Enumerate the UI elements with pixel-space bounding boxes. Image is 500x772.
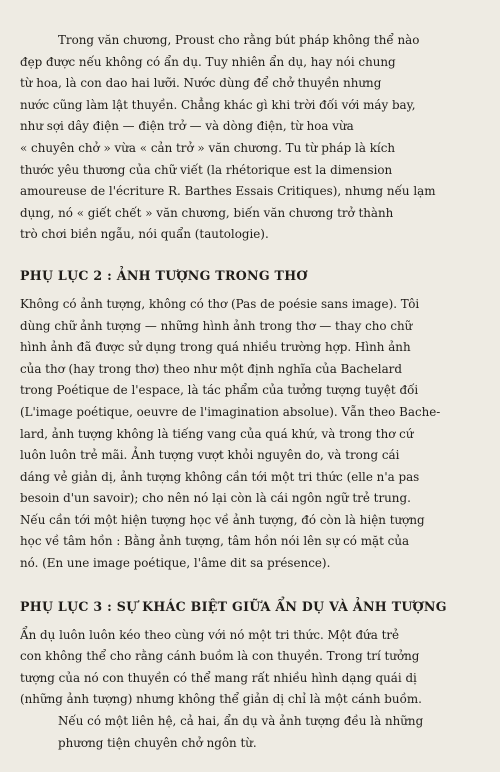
- text-line: tượng của nó con thuyền có thể mang rất nhiều hình dạng quái dị: [20, 670, 417, 685]
- text-line: Không có ảnh tượng, không có thơ (Pas de poésie sans image). Tôi: [20, 296, 420, 311]
- text-line: dụng, nó « giết chết » văn chương, biến văn chương trở thành: [20, 205, 394, 220]
- text-line: (L'image poétique, oeuvre de l'imagination absolue). Vẫn theo Bache-: [20, 404, 441, 419]
- text-line: besoin d'un savoir); cho nên nó lại còn là cái ngôn ngữ trẻ trung.: [20, 491, 411, 506]
- text-line: từ hoa, là con dao hai lưỡi. Nước dùng để chở thuyền nhưng: [20, 76, 382, 91]
- text-line: đẹp được nếu không có ẩn dụ. Tuy nhiên ẩn dụ, hay nói chung: [20, 54, 396, 69]
- text-line: amoureuse de l'écriture R. Barthes Essais Critiques), nhưng nếu lạm: [20, 184, 436, 199]
- appendix-3-paragraph-1: [20, 625, 484, 711]
- text-line: hình ảnh đã được sử dụng trong quá nhiều trường hợp. Hình ảnh: [20, 340, 411, 355]
- text-line: nó. (En une image poétique, l'âme dit sa présence).: [20, 556, 331, 571]
- appendix-2-paragraph: [20, 294, 484, 575]
- text-line: phương tiện chuyên chở ngôn từ.: [58, 735, 257, 750]
- text-line: dùng chữ ảnh tượng — những hình ảnh trong thơ — thay cho chữ: [20, 318, 413, 333]
- intro-paragraph: [20, 30, 484, 246]
- appendix-3-paragraph-2: [20, 711, 484, 754]
- text-line: luôn luôn trẻ mãi. Ảnh tượng vượt khỏi nguyên do, và trong cái: [20, 448, 400, 463]
- text-line: Trong văn chương, Proust cho rằng bút pháp không thể nào: [58, 33, 420, 47]
- text-line: học về tâm hồn : Bằng ảnh tượng, tâm hồn nói lên sự có mặt của: [20, 534, 410, 549]
- text-line: nước cũng làm lật thuyền. Chẳng khác gì khi trời đối với máy bay,: [20, 97, 416, 112]
- text-line: của thơ (hay trong thơ) theo như một định nghĩa của Bachelard: [20, 361, 402, 376]
- text-line: dáng vẻ giản dị, ảnh tượng không cần tới một tri thức (elle n'a pas: [20, 469, 420, 484]
- appendix-2-heading: PHỤ LỤC 2 : ẢNH TƯỢNG TRONG THƠ: [20, 267, 308, 283]
- text-line: thước yêu thương của chữ viết (la rhétorique est la dimension: [20, 162, 393, 177]
- text-line: Nếu cần tới một hiện tượng học về ảnh tượng, đó còn là hiện tượng: [20, 512, 425, 527]
- text-line: con không thể cho rằng cánh buồm là con thuyền. Trong trí tưởng: [20, 649, 420, 664]
- text-line: lard, ảnh tượng không là tiếng vang của quá khứ, và trong thơ cứ: [20, 426, 414, 441]
- text-line: trò chơi biền ngẫu, nói quẩn (tautologie).: [20, 227, 269, 242]
- text-line: trong Poétique de l'espace, là tác phẩm của tưởng tượng tuyệt đối: [20, 383, 419, 398]
- text-line: như sợi dây điện — điện trở — và dòng điện, từ hoa vừa: [20, 119, 354, 134]
- text-line: « chuyên chở » vừa « cản trở » văn chương. Tu từ pháp là kích: [20, 140, 396, 155]
- text-line: Nếu có một liên hệ, cả hai, ẩn dụ và ảnh tượng đều là những: [58, 714, 424, 729]
- appendix-3-heading: PHỤ LỤC 3 : SỰ KHÁC BIỆT GIỮA ẨN DỤ VÀ ẢNH TƯỢNG: [20, 598, 447, 614]
- text-line: Ẩn dụ luôn luôn kéo theo cùng với nó một tri thức. Một đứa trẻ: [20, 627, 400, 642]
- text-line: (những ảnh tượng) nhưng không thể giản dị chỉ là một cánh buồm.: [20, 692, 422, 707]
